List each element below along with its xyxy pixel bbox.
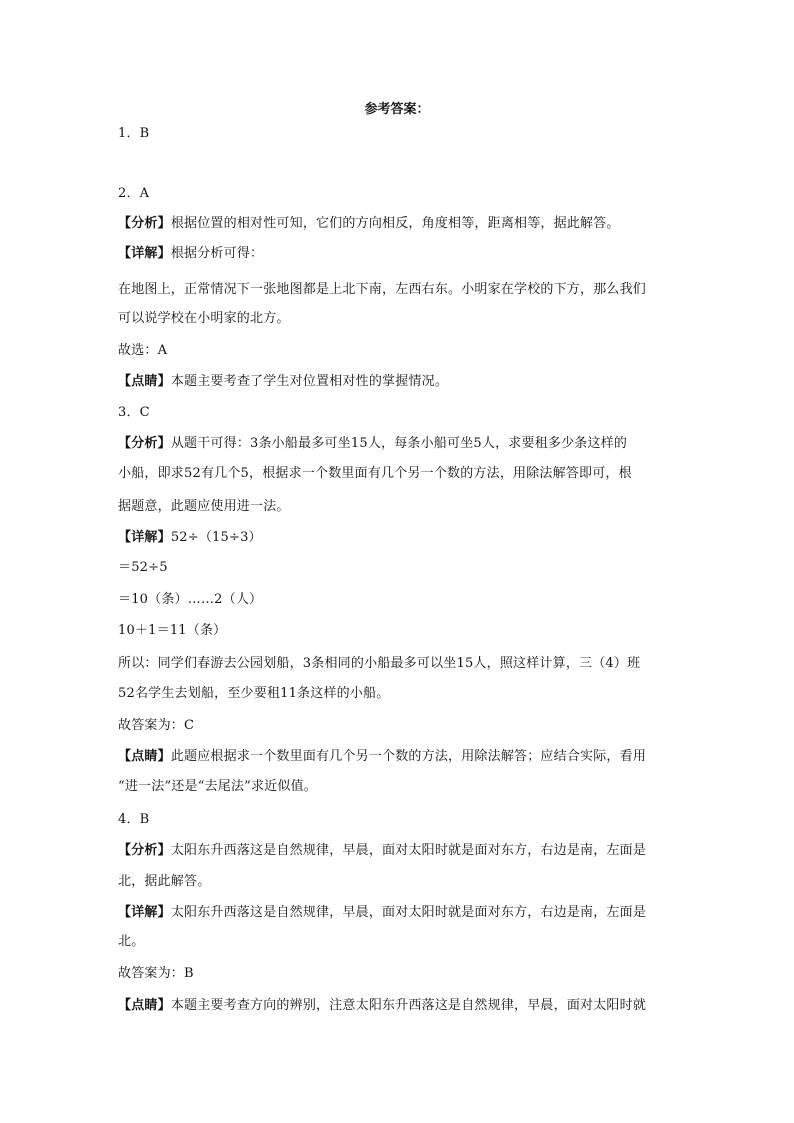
line-text: 10＋1＝11（条）: [118, 623, 227, 638]
answer-line: [118, 184, 678, 204]
answer-line: [118, 996, 678, 1016]
answer-line: [118, 372, 678, 392]
line-text: 太阳东升西落这是自然规律，早晨，面对太阳时就是面对东方，右边是南，左面是: [170, 843, 647, 858]
answer-line: [118, 528, 678, 548]
section-tag: 【分析】: [118, 843, 171, 858]
line-text: 4．B: [118, 812, 150, 827]
line-text: “进一法”还是“去尾法”求近似值。: [118, 779, 317, 794]
line-text: 所以：同学们春游去公园划船，3条相同的小船最多可以坐15人，照这样计算，三（4）班: [118, 656, 641, 671]
line-text: 3．C: [118, 405, 150, 420]
line-text: 2．A: [118, 186, 150, 201]
line-text: 从题干可得：3条小船最多可坐15人，每条小船可坐5人，求要租多少条这样的: [170, 436, 628, 451]
line-text: 1．B: [118, 126, 150, 141]
line-text: 北，据此解答。: [118, 874, 211, 889]
line-text: 根据位置的相对性可知，它们的方向相反，角度相等，距离相等，据此解答。: [170, 216, 620, 231]
line-text: ＝52÷5: [118, 560, 168, 575]
answer-line: [118, 124, 678, 144]
line-text: 本题主要考查方向的辨别，注意太阳东升西落这是自然规律，早晨，面对太阳时就: [170, 998, 647, 1013]
section-tag: 【详解】: [118, 246, 171, 261]
line-text: 根据分析可得：: [170, 246, 264, 261]
answer-line: [118, 434, 678, 454]
section-tag: 【详解】: [118, 905, 171, 920]
answer-line: [118, 684, 678, 704]
answer-line: [118, 903, 678, 923]
page-title: 参考答案：: [364, 102, 430, 117]
line-text: 故选：A: [118, 343, 168, 358]
line-text: 可以说学校在小明家的北方。: [118, 311, 290, 326]
line-text: 52÷（15÷3）: [170, 530, 262, 545]
answer-line: [118, 214, 678, 234]
answer-line: [118, 716, 678, 736]
section-tag: 【分析】: [118, 216, 171, 231]
answer-line: [118, 747, 678, 767]
section-tag: 【点睛】: [118, 374, 171, 389]
answer-line: [118, 810, 678, 830]
answer-line: [118, 280, 678, 300]
line-text: ＝10（条）……2（人）: [118, 592, 263, 607]
section-tag: 【分析】: [118, 436, 171, 451]
line-text: 在地图上，正常情况下一张地图都是上北下南，左西右东。小明家在学校的下方，那么我们: [118, 282, 647, 297]
answer-line: [118, 244, 678, 264]
answer-line: [118, 590, 678, 610]
answer-line: [118, 341, 678, 361]
answer-line: [118, 932, 678, 952]
line-text: 小船，即求52有几个5，根据求一个数里面有几个另一个数的方法，用除法解答即可，根: [118, 466, 632, 481]
section-tag: 【详解】: [118, 530, 171, 545]
line-text: 52名学生去划船，至少要租11条这样的小船。: [118, 686, 390, 701]
answer-line: [118, 497, 678, 517]
answer-line: [118, 403, 678, 423]
line-text: 据题意，此题应使用进一法。: [118, 499, 290, 514]
answer-line: [118, 964, 678, 984]
answer-line: [118, 464, 678, 484]
answer-line: [118, 777, 678, 797]
line-text: 本题主要考查了学生对位置相对性的掌握情况。: [170, 374, 449, 389]
line-text: 此题应根据求一个数里面有几个另一个数的方法，用除法解答；应结合实际，看用: [170, 749, 647, 764]
line-text: 故答案为：C: [118, 718, 195, 733]
answer-line: [118, 872, 678, 892]
answer-line: [118, 841, 678, 861]
answer-line: [118, 558, 678, 578]
section-tag: 【点睛】: [118, 998, 171, 1013]
line-text: 太阳东升西落这是自然规律，早晨，面对太阳时就是面对东方，右边是南，左面是: [170, 905, 647, 920]
answer-line: [118, 654, 678, 674]
answer-line: [118, 309, 678, 329]
line-text: 故答案为：B: [118, 966, 194, 981]
section-tag: 【点睛】: [118, 749, 171, 764]
line-text: 北。: [118, 934, 145, 949]
answer-line: [118, 621, 678, 641]
